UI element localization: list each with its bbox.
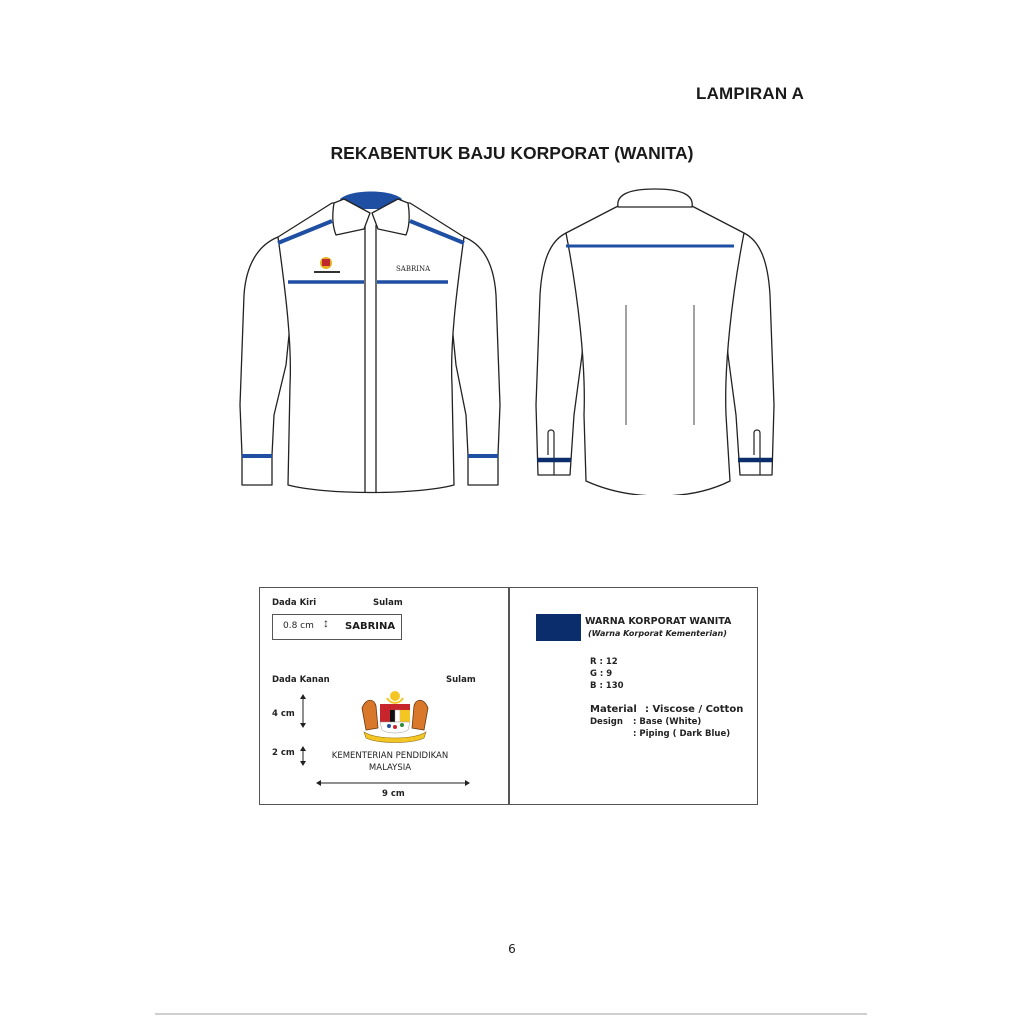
panel-divider [508,587,510,805]
name-tag-text: SABRINA [345,621,396,632]
dada-kanan-method: Sulam [446,675,476,685]
horizontal-arrow-icon [316,779,470,787]
front-shirt-illustration [236,185,506,495]
dada-kiri-label: Dada Kiri [272,598,317,608]
back-shirt-illustration [530,185,780,495]
page-number: 6 [508,942,516,956]
footer-rule [155,1013,867,1015]
vertical-arrow-icon [299,694,307,728]
material-value: : Viscose / Cotton [645,704,744,715]
page-title: REKABENTUK BAJU KORPORAT (WANITA) [330,143,694,163]
ministry-line-2: MALAYSIA [368,763,412,773]
dada-kanan-label: Dada Kanan [272,675,330,685]
rgb-r: R : 12 [590,657,618,667]
vertical-arrow-icon: ↕ [323,616,329,630]
ministry-name [300,750,480,774]
logo-height-label: 4 cm [272,709,295,719]
ministry-line-1: KEMENTERIAN PENDIDIKAN [331,751,449,761]
malaysia-coat-of-arms-icon [356,688,434,744]
design-value-piping: : Piping ( Dark Blue) [633,729,731,739]
text-height-label: 2 cm [272,748,295,758]
annex-label: LAMPIRAN A [696,84,805,103]
design-value-base: : Base (White) [633,717,702,727]
width-label: 9 cm [382,789,405,799]
svg-text:SABRINA: SABRINA [396,265,431,273]
color-title: WARNA KORPORAT WANITA [585,616,732,627]
rgb-b: B : 130 [590,681,624,691]
corporate-color-swatch [536,614,581,641]
color-subtitle: (Warna Korporat Kementerian) [588,629,727,638]
rgb-g: G : 9 [590,669,613,679]
material-label: Material [590,704,637,715]
name-height: 0.8 cm [283,621,314,631]
dada-kiri-method: Sulam [373,598,403,608]
design-label: Design [590,717,623,727]
